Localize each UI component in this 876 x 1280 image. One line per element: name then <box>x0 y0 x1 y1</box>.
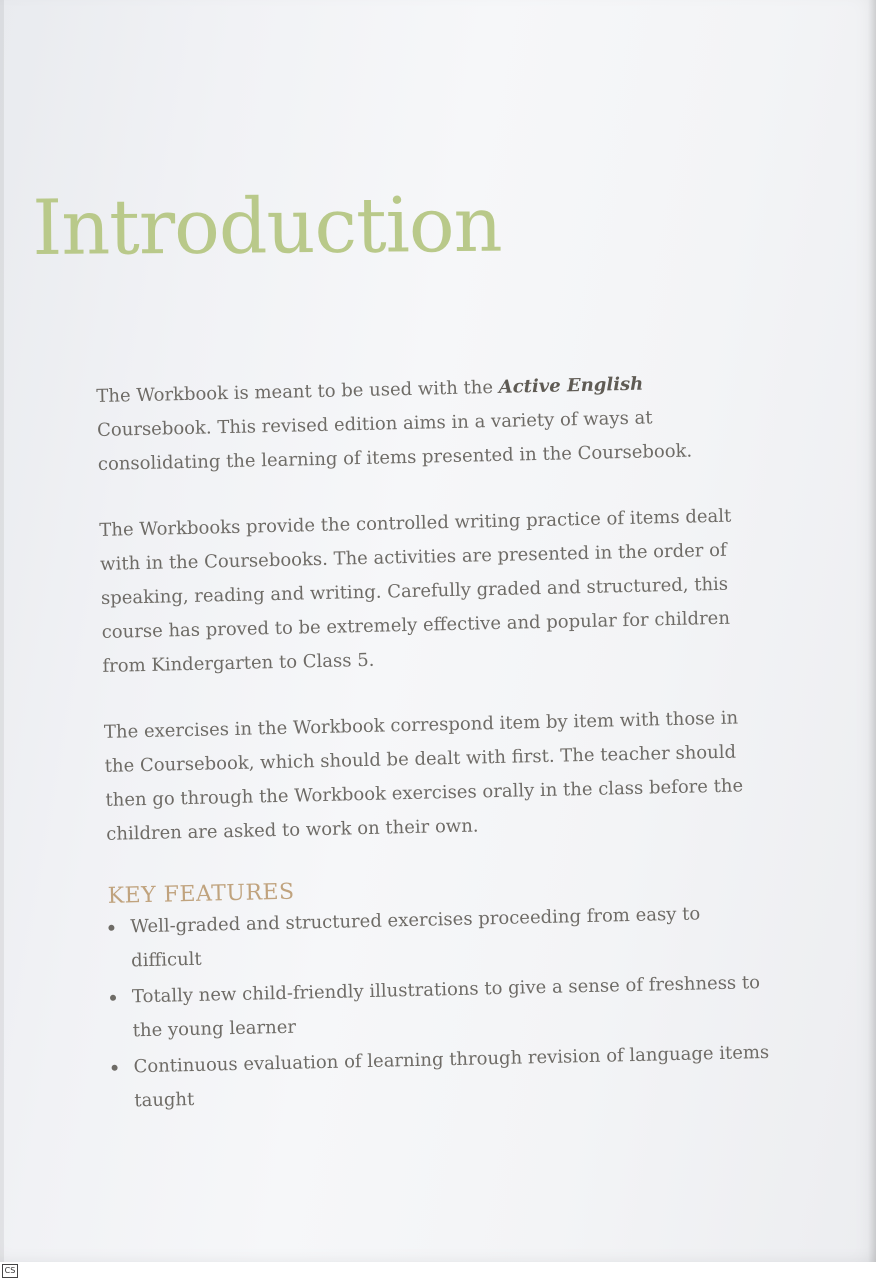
intro-paragraph-2: The Workbooks provide the controlled writing practice of items dealt with in the Coursebooks. The activities are presented in the order of speaking, reading and writing. Carefully graded and structured, this course has proved to be extremely effective and popular for children from Kindergarten to Class 5. <box>99 505 732 677</box>
page-left-edge <box>0 0 4 1262</box>
feature-item <box>111 1036 772 1119</box>
bullet-icon <box>110 995 116 1001</box>
intro-paragraph-3: The exercises in the Workbook correspond item by item with those in the Coursebook, which should be dealt with first. The teacher should then go through the Workbook exercises orally in the class before the children are asked to work on their own. <box>103 707 744 845</box>
page-title: Introduction <box>31 179 502 272</box>
feature-item <box>108 896 769 979</box>
body-content <box>96 365 773 1121</box>
bullet-icon <box>108 925 114 931</box>
page-right-edge <box>868 0 876 1262</box>
feature-text: Continuous evaluation of learning through revision of language items taught <box>133 1041 770 1112</box>
bullet-icon <box>112 1065 118 1071</box>
feature-text: Totally new child-friendly illustrations to give a sense of freshness to the young learner <box>131 972 761 1042</box>
camscanner-logo: CS <box>2 1264 18 1278</box>
p1-text-before: The Workbook is meant to be used with the <box>96 376 499 407</box>
book-title-emphasis: Active English <box>498 373 644 398</box>
scanner-footer <box>0 1262 876 1280</box>
key-features-list <box>108 896 773 1119</box>
p1-text-after: Coursebook. This revised edition aims in a variety of ways at consolidating the learning of items presented in the Coursebook. <box>96 407 693 475</box>
intro-paragraph-1 <box>96 365 758 482</box>
feature-text: Well-graded and structured exercises proceeding from easy to difficult <box>130 903 701 972</box>
feature-item <box>110 966 771 1049</box>
key-features-heading: KEY FEATURES <box>107 879 295 909</box>
